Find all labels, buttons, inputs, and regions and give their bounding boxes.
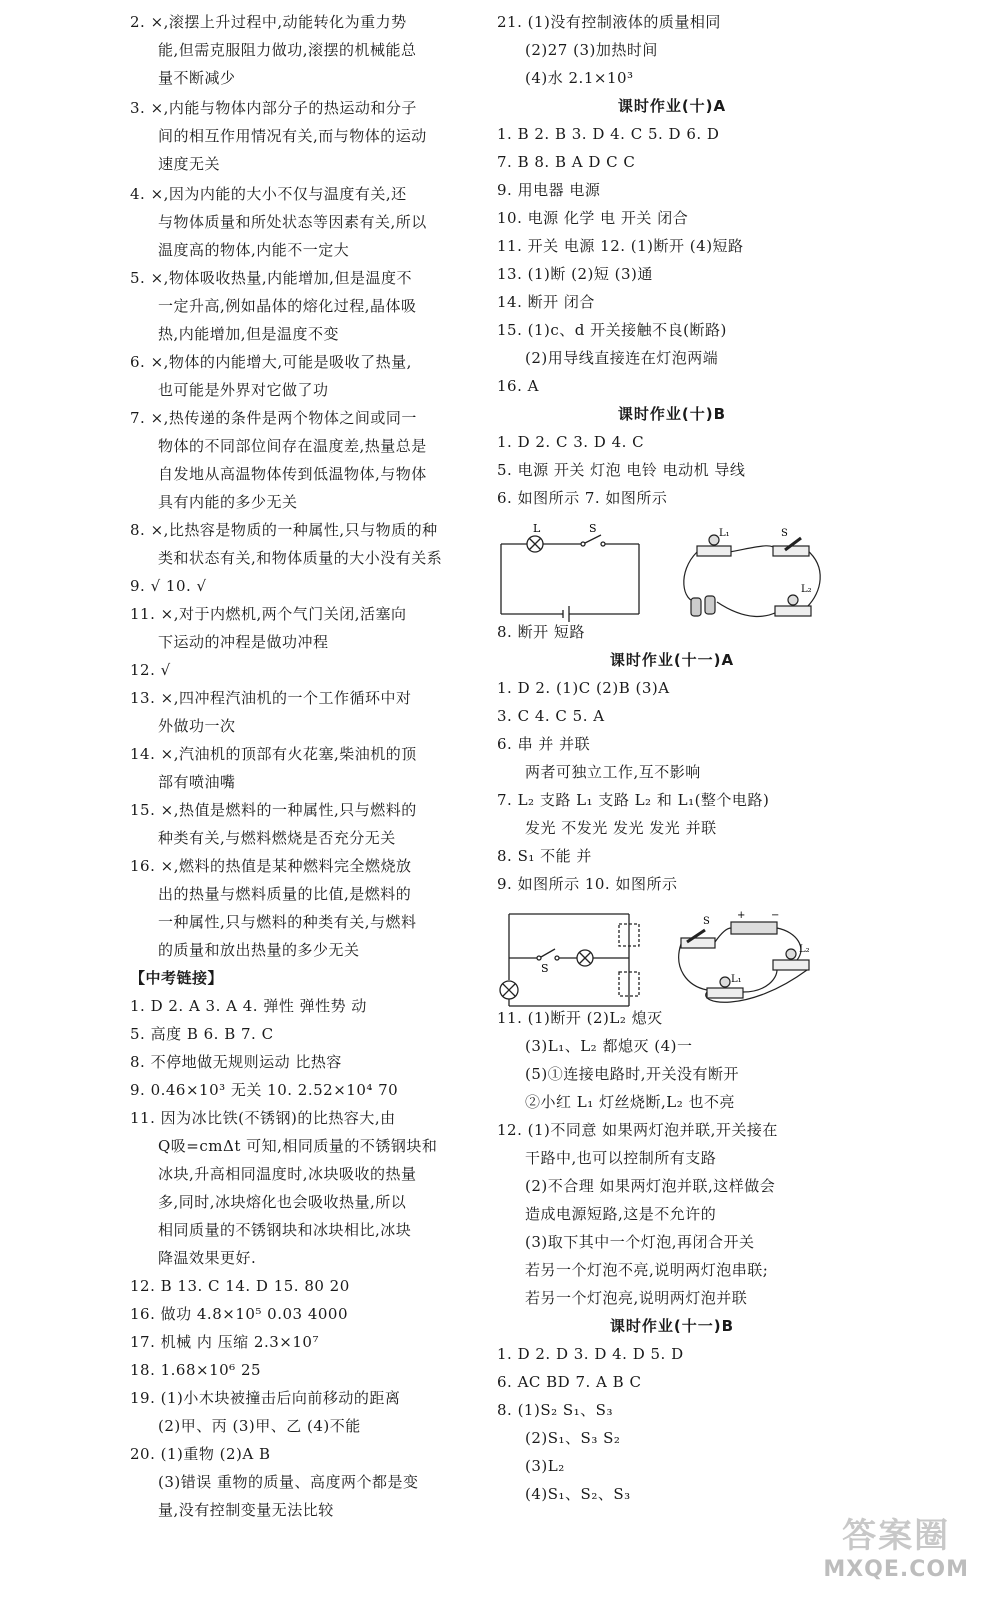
- watermark-logo: 答案圈: [842, 1516, 951, 1556]
- answer-line: 物体的不同部位间存在温度差,热量总是: [158, 437, 427, 455]
- answer-line: 15. (1)c、d 开关接触不良(断路): [497, 321, 727, 339]
- answer-line: 16. A: [497, 377, 539, 395]
- answer-line: 3. C 4. C 5. A: [497, 707, 605, 725]
- answer-line: 8. (1)S₂ S₁、S₃: [497, 1401, 613, 1419]
- answer-line: (4)S₁、S₂、S₃: [525, 1485, 631, 1503]
- answer-line: 13. (1)断 (2)短 (3)通: [497, 265, 653, 283]
- answer-line: 量,没有控制变量无法比较: [158, 1501, 334, 1519]
- answer-line: 热,内能增加,但是温度不变: [158, 325, 340, 343]
- answer-line: 部有喷油嘴: [158, 773, 236, 791]
- answer-line: 6. AC BD 7. A B C: [497, 1373, 642, 1391]
- answer-line: 9. 如图所示 10. 如图所示: [497, 875, 678, 893]
- answer-line: 降温效果更好.: [158, 1249, 257, 1267]
- answer-line: 若另一个灯泡不亮,说明两灯泡串联;: [525, 1261, 769, 1279]
- answer-line: 17. 机械 内 压缩 2.3×10⁷: [130, 1333, 319, 1351]
- answer-line: 12. √: [130, 661, 171, 679]
- answer-line: 7. L₂ 支路 L₁ 支路 L₂ 和 L₁(整个电路): [497, 791, 770, 809]
- answer-line: 13. ×,四冲程汽油机的一个工作循环中对: [130, 689, 412, 707]
- answer-line: 也可能是外界对它做了功: [158, 381, 329, 399]
- answer-line: 20. (1)重物 (2)A B: [130, 1445, 271, 1463]
- answer-line: 外做功一次: [158, 717, 236, 735]
- answer-line: 10. 电源 化学 电 开关 闭合: [497, 209, 689, 227]
- answer-line: 速度无关: [158, 155, 221, 173]
- answer-line: 9. 0.46×10³ 无关 10. 2.52×10⁴ 70: [130, 1081, 399, 1099]
- watermark: [823, 1508, 969, 1582]
- answer-line: 18. 1.68×10⁶ 25: [130, 1361, 262, 1379]
- answer-line: 11. 开关 电源 12. (1)断开 (4)短路: [497, 237, 744, 255]
- answer-line: 3. ×,内能与物体内部分子的热运动和分子: [130, 99, 417, 117]
- answer-line: 能,但需克服阻力做功,滚摆的机械能总: [158, 41, 417, 59]
- answer-line: 14. ×,汽油机的顶部有火花塞,柴油机的顶: [130, 745, 417, 763]
- answer-line: 量不断减少: [158, 69, 236, 87]
- answer-line: 11. ×,对于内燃机,两个气门关闭,活塞向: [130, 605, 407, 623]
- answer-line: 9. √ 10. √: [130, 577, 207, 595]
- answer-line: 温度高的物体,内能不一定大: [158, 241, 350, 259]
- answer-line: 多,同时,冰块熔化也会吸收热量,所以: [158, 1193, 407, 1211]
- answer-line: (3)L₂: [525, 1457, 565, 1475]
- answer-line: 4. ×,因为内能的大小不仅与温度有关,还: [130, 185, 407, 203]
- answer-line: 与物体质量和所处状态等因素有关,所以: [158, 213, 427, 231]
- answer-line: 一定升高,例如晶体的熔化过程,晶体吸: [158, 297, 417, 315]
- answer-line: 间的相互作用情况有关,而与物体的运动: [158, 127, 427, 145]
- fig10-l1-label: L₁: [731, 974, 742, 985]
- answer-line: (5)①连接电路时,开关没有断开: [525, 1065, 740, 1083]
- answer-line: 8. 断开 短路: [497, 623, 585, 641]
- answer-line: 21. (1)没有控制液体的质量相同: [497, 13, 721, 31]
- section-heading: 课时作业(十一)B: [609, 1317, 735, 1335]
- answer-line: 具有内能的多少无关: [158, 493, 298, 511]
- answer-line: 两者可独立工作,互不影响: [525, 763, 701, 781]
- section-label: 【中考链接】: [130, 969, 224, 987]
- answer-line: 1. D 2. C 3. D 4. C: [497, 433, 645, 451]
- answer-line: 11. (1)断开 (2)L₂ 熄灭: [497, 1009, 663, 1027]
- answer-line: 19. (1)小木块被撞击后向前移动的距离: [130, 1389, 401, 1407]
- fig7-s-label: S: [781, 528, 788, 539]
- answer-line: (2)甲、丙 (3)甲、乙 (4)不能: [158, 1417, 361, 1435]
- answer-line: 5. 高度 B 6. B 7. C: [130, 1025, 274, 1043]
- section-heading: 课时作业(十)A: [617, 97, 727, 115]
- answer-line: 1. D 2. A 3. A 4. 弹性 弹性势 动: [130, 997, 367, 1015]
- section-heading: 课时作业(十一)A: [609, 651, 735, 669]
- answer-line: 2. ×,滚摆上升过程中,动能转化为重力势: [130, 13, 407, 31]
- answer-line: 16. 做功 4.8×10⁵ 0.03 4000: [130, 1305, 349, 1323]
- fig10-s-label: S: [703, 916, 710, 927]
- answer-line: 1. B 2. B 3. D 4. C 5. D 6. D: [497, 125, 720, 143]
- fig10-minus-label: −: [771, 910, 780, 921]
- answer-line: 1. D 2. D 3. D 4. D 5. D: [497, 1345, 684, 1363]
- answer-line: 若另一个灯泡亮,说明两灯泡并联: [525, 1289, 748, 1307]
- figure-9-circuit: [497, 908, 647, 1010]
- fig7-l2-label: L₂: [801, 584, 812, 595]
- answer-line: 出的热量与燃料质量的比值,是燃料的: [158, 885, 412, 903]
- answer-line: ②小红 L₁ 灯丝烧断,L₂ 也不亮: [525, 1093, 736, 1111]
- answer-line: (2)不合理 如果两灯泡并联,这样做会: [525, 1177, 776, 1195]
- answer-line: 干路中,也可以控制所有支路: [525, 1149, 717, 1167]
- answer-line: 发光 不发光 发光 发光 并联: [525, 819, 717, 837]
- answer-line: 6. ×,物体的内能增大,可能是吸收了热量,: [130, 353, 412, 371]
- answer-line: 7. B 8. B A D C C: [497, 153, 636, 171]
- answer-line: (3)L₁、L₂ 都熄灭 (4)一: [525, 1037, 693, 1055]
- fig6-lamp-label: L: [533, 522, 541, 535]
- answer-line: 自发地从高温物体传到低温物体,与物体: [158, 465, 427, 483]
- answer-line: (2)27 (3)加热时间: [525, 41, 658, 59]
- answer-line: 12. (1)不同意 如果两灯泡并联,开关接在: [497, 1121, 778, 1139]
- fig10-l2-label: L₂: [799, 944, 810, 955]
- answer-line: 6. 串 并 并联: [497, 735, 591, 753]
- answer-line: 造成电源短路,这是不允许的: [525, 1205, 717, 1223]
- answer-line: (3)错误 重物的质量、高度两个都是变: [158, 1473, 419, 1491]
- answer-line: 类和状态有关,和物体质量的大小没有关系: [158, 549, 443, 567]
- figure-6-circuit: [497, 522, 647, 622]
- answer-line: Q吸=cmΔt 可知,相同质量的不锈钢块和: [158, 1137, 438, 1155]
- answer-line: 8. S₁ 不能 并: [497, 847, 592, 865]
- answer-line: 冰块,升高相同温度时,冰块吸收的热量: [158, 1165, 417, 1183]
- answer-line: 一种属性,只与燃料的种类有关,与燃料: [158, 913, 417, 931]
- answer-line: (2)S₁、S₃ S₂: [525, 1429, 621, 1447]
- fig10-plus-label: +: [737, 910, 746, 921]
- answer-line: 12. B 13. C 14. D 15. 80 20: [130, 1277, 350, 1295]
- figure-7-wiring: [677, 522, 827, 632]
- answer-line: 5. ×,物体吸收热量,内能增加,但是温度不: [130, 269, 412, 287]
- fig7-l1-label: L₁: [719, 528, 730, 539]
- answer-line: 1. D 2. (1)C (2)B (3)A: [497, 679, 670, 697]
- answer-line: (4)水 2.1×10³: [525, 69, 634, 87]
- answer-line: 8. 不停地做无规则运动 比热容: [130, 1053, 342, 1071]
- watermark-url: MXQE.COM: [823, 1557, 969, 1582]
- answer-line: 16. ×,燃料的热值是某种燃料完全燃烧放: [130, 857, 412, 875]
- answer-line: 6. 如图所示 7. 如图所示: [497, 489, 668, 507]
- fig9-switch-label: S: [541, 962, 549, 975]
- figure-10-wiring: [677, 908, 827, 1018]
- fig6-switch-label: S: [589, 522, 597, 535]
- section-heading: 课时作业(十)B: [617, 405, 727, 423]
- answer-line: 相同质量的不锈钢块和冰块相比,冰块: [158, 1221, 412, 1239]
- answer-line: (2)用导线直接连在灯泡两端: [525, 349, 719, 367]
- answer-line: (3)取下其中一个灯泡,再闭合开关: [525, 1233, 755, 1251]
- answer-line: 7. ×,热传递的条件是两个物体之间或同一: [130, 409, 417, 427]
- answer-line: 的质量和放出热量的多少无关: [158, 941, 360, 959]
- answer-line: 11. 因为冰比铁(不锈钢)的比热容大,由: [130, 1109, 396, 1127]
- answer-line: 15. ×,热值是燃料的一种属性,只与燃料的: [130, 801, 417, 819]
- answer-line: 5. 电源 开关 灯泡 电铃 电动机 导线: [497, 461, 746, 479]
- answer-line: 下运动的冲程是做功冲程: [158, 633, 329, 651]
- answer-line: 8. ×,比热容是物质的一种属性,只与物质的种: [130, 521, 438, 539]
- answer-line: 9. 用电器 电源: [497, 181, 601, 199]
- answer-line: 14. 断开 闭合: [497, 293, 595, 311]
- answer-line: 种类有关,与燃料燃烧是否充分无关: [158, 829, 396, 847]
